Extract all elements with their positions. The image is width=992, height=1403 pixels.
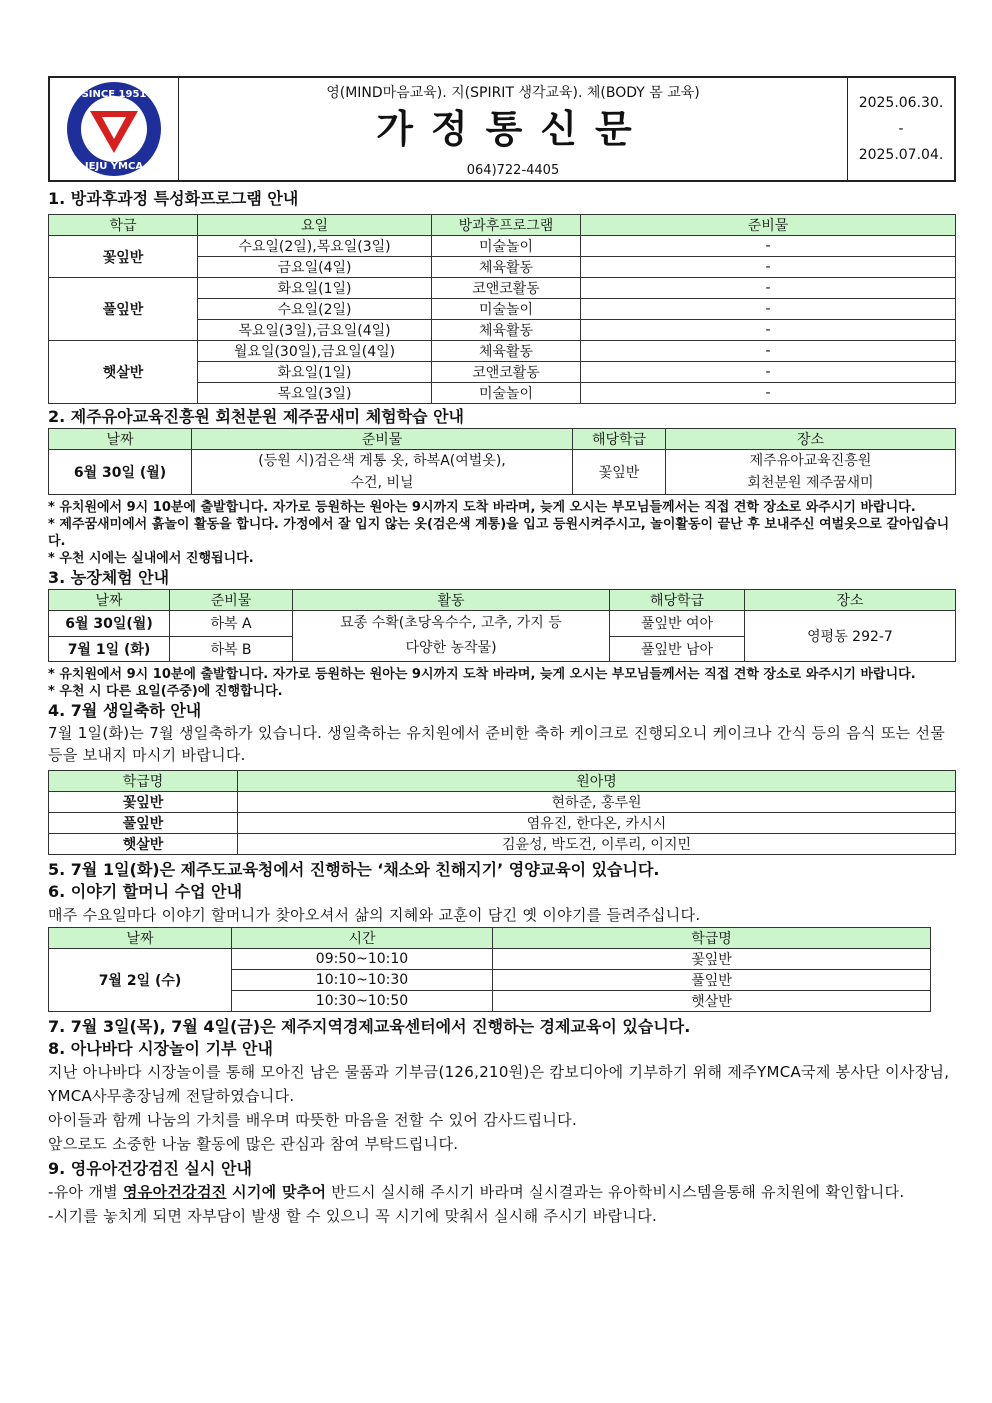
note: * 유치원에서 9시 10분에 출발합니다. 자가로 등원하는 원아는 9시까지 도착 바라며, 늦게 오시는 부모님들께서는 직접 견학 장소로 와주시기 바랍니다.: [48, 500, 916, 515]
date-range: [848, 78, 954, 180]
page-title: 가정통신문: [376, 107, 650, 151]
section-9-title: 9. 영유아건강검진 실시 안내: [48, 1159, 252, 1178]
program-cell: 미술놀이: [432, 236, 581, 257]
day-cell: 화요일(1일): [198, 362, 432, 383]
class-name: 햇살반: [49, 341, 198, 404]
donation-text: 앞으로도 소중한 나눔 활동에 많은 관심과 참여 부탁드립니다.: [48, 1135, 459, 1153]
supplies-cell: -: [581, 299, 956, 320]
farm-place: 영평동 292-7: [745, 611, 956, 662]
supplies-cell: -: [581, 278, 956, 299]
table-row: [49, 949, 931, 970]
note: * 우천 시 다른 요일(주중)에 진행합니다.: [48, 684, 283, 699]
col-header: 장소: [745, 590, 956, 611]
program-cell: 미술놀이: [432, 383, 581, 404]
birthday-text: 7월 1일(화)는 7월 생일축하가 있습니다. 생일축하는 유치원에서 준비한 축하 케이크로 진행되오니 케이크나 간식 등의 음식 또는 선물 등을 보내지 마시기 바랍니다.: [48, 724, 946, 764]
motto: 영(MIND마음교육). 지(SPIRIT 생각교육). 체(BODY 몸 교육): [326, 85, 700, 101]
checkup-text: -시기를 놓치게 되면 자부담이 발생 할 수 있으니 꼭 시기에 맞춰서 실시해 주시기 바랍니다.: [48, 1207, 658, 1225]
child-names: 현하준, 홍루원: [238, 792, 956, 813]
col-header: 학급명: [493, 928, 931, 949]
story-date: 7월 2일 (수): [49, 949, 232, 1012]
col-header: 해당학급: [573, 429, 666, 450]
day-cell: 목요일(3일): [198, 383, 432, 404]
svg-text:JEJU YMCA: JEJU YMCA: [84, 161, 144, 172]
farm-supplies: 하복 B: [170, 636, 293, 662]
trip-class: 꽃잎반: [573, 450, 666, 495]
day-cell: 수요일(2일): [198, 299, 432, 320]
class-cell: 풀잎반: [493, 970, 931, 991]
col-header: 시간: [232, 928, 493, 949]
program-cell: 체육활동: [432, 341, 581, 362]
col-header: 준비물: [581, 215, 956, 236]
checkup-emphasis: 시기에 맞추어: [226, 1183, 327, 1201]
class-cell: 꽃잎반: [493, 949, 931, 970]
program-cell: 체육활동: [432, 320, 581, 341]
col-header: 학급명: [49, 771, 238, 792]
time-cell: 10:30~10:50: [232, 991, 493, 1012]
day-cell: 수요일(2일),목요일(3일): [198, 236, 432, 257]
section-4-title: 4. 7월 생일축하 안내: [48, 701, 202, 720]
section-1-title: 1. 방과후과정 특성화프로그램 안내: [48, 189, 299, 208]
day-cell: 금요일(4일): [198, 257, 432, 278]
checkup-text-part: 반드시 실시해 주시기 바라며 실시결과는 유아학비시스템을통해 유치원에 확인합니다.: [326, 1183, 905, 1201]
table-row: [49, 813, 956, 834]
title-block: [179, 78, 848, 180]
supplies-cell: -: [581, 341, 956, 362]
col-header: 방과후프로그램: [432, 215, 581, 236]
checkup-text-part: -유아 개별: [48, 1183, 124, 1201]
class-name: 풀잎반: [49, 813, 238, 834]
newsletter-header: [48, 76, 956, 182]
date-start: 2025.06.30.: [858, 95, 944, 111]
note: * 유치원에서 9시 10분에 출발합니다. 자가로 등원하는 원아는 9시까지 도착 바라며, 늦게 오시는 부모님들께서는 직접 견학 장소로 와주시기 바랍니다.: [48, 667, 916, 682]
section-8-title: 8. 아나바다 시장놀이 기부 안내: [48, 1039, 273, 1058]
class-name: 꽃잎반: [49, 236, 198, 278]
table-row: [49, 792, 956, 813]
place-line: 제주유아교육진흥원: [749, 453, 872, 469]
col-header: 요일: [198, 215, 432, 236]
table-row: [49, 450, 956, 495]
supplies-line: 수건, 비닐: [350, 475, 414, 491]
afterschool-table: [48, 214, 956, 404]
section-5-title: 5. 7월 1일(화)은 제주도교육청에서 진행하는 ‘채소와 친해지기’ 영양교육이 있습니다.: [48, 860, 660, 879]
checkup-emphasis: 영유아건강검진: [123, 1183, 227, 1201]
program-cell: 코앤코활동: [432, 278, 581, 299]
supplies-cell: -: [581, 236, 956, 257]
program-cell: 체육활동: [432, 257, 581, 278]
field-trip-table: [48, 428, 956, 495]
col-header: 준비물: [192, 429, 573, 450]
donation-text: 아이들과 함께 나눔의 가치를 배우며 따뜻한 마음을 전할 수 있어 감사드립니다.: [48, 1111, 578, 1129]
child-names: 염유진, 한다온, 카시시: [238, 813, 956, 834]
col-header: 날짜: [49, 928, 232, 949]
activity-line: 다양한 농작물): [405, 640, 497, 656]
birthday-table: [48, 770, 956, 855]
storyteller-text: 매주 수요일마다 이야기 할머니가 찾아오셔서 삶의 지혜와 교훈이 담긴 옛 이야기를 들려주십니다.: [48, 906, 701, 924]
farm-class: 풀잎반 여아: [610, 611, 745, 637]
table-row: [49, 611, 956, 637]
table-row: [49, 278, 956, 299]
table-row: [49, 341, 956, 362]
note: * 제주꿈새미에서 흙놀이 활동을 합니다. 가정에서 잘 입지 않는 옷(검은색 계통)을 입고 등원시켜주시고, 놀이활동이 끝난 후 보내주신 여벌옷으로 갈아입습니다.: [48, 517, 950, 549]
section-3-title: 3. 농장체험 안내: [48, 568, 170, 587]
program-cell: 미술놀이: [432, 299, 581, 320]
phone-number: 064)722-4405: [466, 163, 560, 178]
farm-table: [48, 589, 956, 662]
class-name: 햇살반: [49, 834, 238, 855]
farm-date: 6월 30일(월): [49, 611, 170, 637]
trip-date: 6월 30일 (월): [49, 450, 192, 495]
farm-activity: [293, 611, 610, 662]
date-separator: -: [898, 121, 904, 137]
storyteller-table: [48, 927, 931, 1012]
col-header: 날짜: [49, 429, 192, 450]
ymca-logo-icon: [58, 79, 170, 179]
col-header: 날짜: [49, 590, 170, 611]
table-row: [49, 236, 956, 257]
col-header: 장소: [666, 429, 956, 450]
section-7-title: 7. 7월 3일(목), 7월 4일(금)은 제주지역경제교육센터에서 진행하는 경제교육이 있습니다.: [48, 1017, 691, 1036]
class-cell: 햇살반: [493, 991, 931, 1012]
col-header: 활동: [293, 590, 610, 611]
donation-text: 지난 아나바다 시장놀이를 통해 모아진 남은 물품과 기부금(126,210원)은 캄보디아에 기부하기 위해 제주YMCA국제 봉사단 이사장님, YMCA사무총장님께 전달하였습니다.: [48, 1063, 950, 1105]
note: * 우천 시에는 실내에서 진행됩니다.: [48, 551, 254, 566]
date-end: 2025.07.04.: [858, 147, 944, 163]
activity-line: 묘종 수확(초당옥수수, 고추, 가지 등: [340, 615, 562, 631]
col-header: 해당학급: [610, 590, 745, 611]
place-line: 회천분원 제주꿈새미: [747, 475, 874, 491]
col-header: 학급: [49, 215, 198, 236]
program-cell: 코앤코활동: [432, 362, 581, 383]
supplies-cell: -: [581, 383, 956, 404]
supplies-cell: -: [581, 362, 956, 383]
farm-supplies: 하복 A: [170, 611, 293, 637]
day-cell: 화요일(1일): [198, 278, 432, 299]
class-name: 풀잎반: [49, 278, 198, 341]
supplies-cell: -: [581, 257, 956, 278]
newsletter-page: [48, 76, 956, 1228]
day-cell: 목요일(3일),금요일(4일): [198, 320, 432, 341]
col-header: 원아명: [238, 771, 956, 792]
time-cell: 09:50~10:10: [232, 949, 493, 970]
class-name: 꽃잎반: [49, 792, 238, 813]
table-row: [49, 834, 956, 855]
trip-supplies: [192, 450, 573, 495]
svg-text:SINCE 1951: SINCE 1951: [81, 89, 147, 100]
trip-place: [666, 450, 956, 495]
checkup-text: [48, 1180, 956, 1204]
ymca-logo: [50, 78, 179, 180]
supplies-cell: -: [581, 320, 956, 341]
section-2-title: 2. 제주유아교육진흥원 회천분원 제주꿈새미 체험학습 안내: [48, 407, 465, 426]
day-cell: 월요일(30일),금요일(4일): [198, 341, 432, 362]
col-header: 준비물: [170, 590, 293, 611]
farm-class: 풀잎반 남아: [610, 636, 745, 662]
child-names: 김윤성, 박도건, 이루리, 이지민: [238, 834, 956, 855]
time-cell: 10:10~10:30: [232, 970, 493, 991]
section-6-title: 6. 이야기 할머니 수업 안내: [48, 882, 243, 901]
supplies-line: (등원 시)검은색 계통 옷, 하복A(여벌옷),: [258, 453, 506, 469]
farm-date: 7월 1일 (화): [49, 636, 170, 662]
